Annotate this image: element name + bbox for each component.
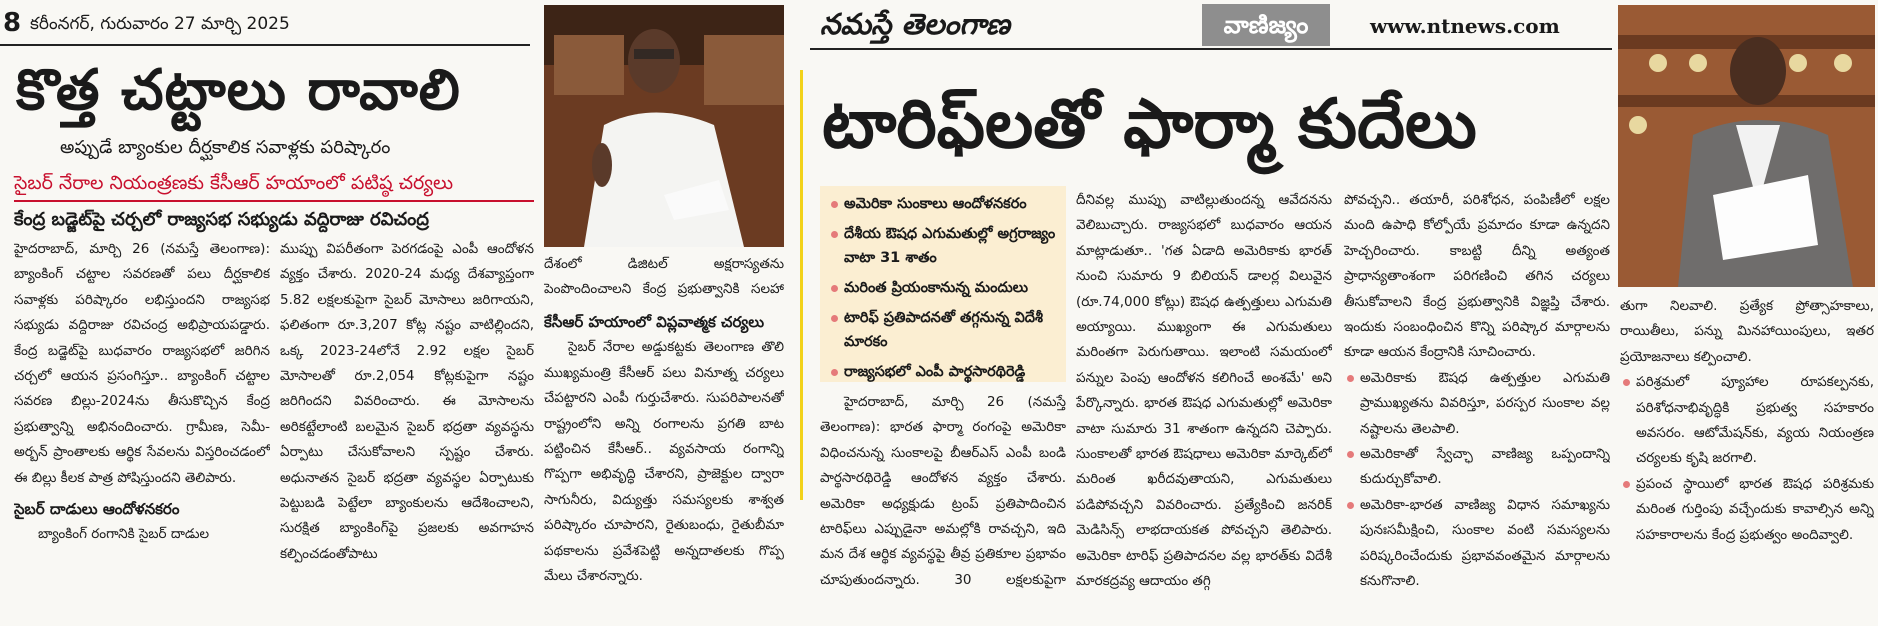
story2-colC-intro: పోవచ్చని.. తయారీ, పరిశోధన, పంపిణీలో లక్షల మంది ఉపాధి కోల్పోయే ప్రమాదం కూడా ఉన్నదని హెచ్చరించారు. కాబట్టి దీన్ని అత్యంత ప్రాధాన్యతాంశంగా పరిగణించి తగిన చర్యలు తీసుకోవాలని కేంద్ర ప్రభుత్వానికి విజ్ఞప్తి చేశారు. ఇందుకు సంబంధించిన కొన్ని పరిష్కార మార్గాలను కూడా ఆయన కేంద్రానికి సూచించారు. xyxy=(1344,192,1610,361)
story1-deck2: సైబర్ నేరాల నియంత్రణకు కేసీఆర్ హయాంలో పటిష్ఠ చర్యలు xyxy=(14,169,534,202)
photo-mp-parthasaradhi xyxy=(1618,5,1875,287)
highlight-text: దేశీయ ఔషధ ఎగుమతుల్లో అగ్రరాజ్యం వాటా 31 శాతం xyxy=(844,226,1056,266)
story2-highlights-box xyxy=(820,186,1066,382)
story2-colC-bullet: అమెరికాకు ఔషధ ఉత్పత్తుల ఎగుమతి ప్రాముఖ్యతను వివరిస్తూ, పరస్పర సుంకాల వల్ల నష్టాలను తెలపాలి. xyxy=(1344,366,1610,442)
story1-col3 xyxy=(544,310,784,593)
header-rule-right xyxy=(810,48,1612,50)
story2-colC-bullet: అమెరికాతో స్వేచ్ఛా వాణిజ్య ఒప్పందాన్ని కుదుర్చుకోవాలి. xyxy=(1344,442,1610,493)
story1-col3-subhead: కేసీఆర్ హయాంలో విప్లవాత్మక చర్యలు xyxy=(544,313,765,331)
highlight-item xyxy=(828,276,1060,300)
highlight-text: రాజ్యసభలో ఎంపీ పార్థసారథిరెడ్డి xyxy=(844,364,1026,380)
header-rule-left xyxy=(0,44,530,46)
story-divider xyxy=(800,70,803,500)
story2-colD xyxy=(1620,294,1874,594)
story2-colC-bullet: అమెరికా-భారత వాణిజ్య విధాన సమాఖ్యను పునఃసమీక్షించి, సుంకాల వంటి సమస్యలను పరిష్కరించేందుకు ప్రభావవంతమైన మార్గాలను కనుగొనాలి. xyxy=(1344,493,1610,593)
story1-col3-body: సైబర్ నేరాల అడ్డుకట్టకు తెలంగాణ తొలి ముఖ్యమంత్రి కేసీఆర్ పలు వినూత్న చర్యలు చేపట్టారని ఎంపీ గుర్తుచేశారు. సుపరిపాలనతో రాష్ట్రంలోని అన్ని రంగాలను ప్రగతి బాట పట్టించిన కేసీఆర్.. వ్యవసాయ రంగాన్ని గొప్పగా అభివృద్ధి చేశారని, ప్రాజెక్టుల ద్వారా సాగునీరు, విద్యుత్తు సమస్యలకు శాశ్వత పరిష్కారం చూపారని, రైతుబంధు, రైతుబీమా పథకాలను ప్రవేశపెట్టి అన్నదాతలకు గొప్ప మేలు చేశారన్నారు. xyxy=(544,339,784,585)
story2-colA-body: హైదరాబాద్, మార్చి 26 (నమస్తే తెలంగాణ): భారత ఫార్మా రంగంపై అమెరికా విధించనున్న సుంకాలపై బీఆర్ఎస్ ఎంపీ బండి పార్థసారథిరెడ్డి ఆందోళన వ్యక్తం చేశారు. అమెరికా అధ్యక్షుడు ట్రంప్ ప్రతిపాదించిన టారిఫ్‌లు ఎప్పుడైనా అమల్లోకి రావచ్చని, ఇది మన దేశ ఆర్థిక వ్యవస్థపై తీవ్ర ప్రతికూల ప్రభావం చూపుతుందన్నారు. 30 లక్షలకుపైగా xyxy=(820,394,1066,588)
story2-headline: టారిఫ్‌లతో ఫార్మా కుదేలు xyxy=(822,85,1477,164)
story1-col3-top-text: దేశంలో డిజిటల్ అక్షరాస్యతను పెంపొందించాలని కేంద్ర ప్రభుత్వానికి సలహా xyxy=(544,256,784,298)
masthead: నమస్తే తెలంగాణ xyxy=(820,7,1010,41)
highlight-text: టారిఫ్ ప్రతిపాదనతో తగ్గనున్న విదేశీ మారకం xyxy=(844,310,1044,350)
website-url: www.ntnews.com xyxy=(1370,14,1560,38)
story1-col2-body: ముప్పు విపరీతంగా పెరగడంపై ఎంపీ ఆందోళన వ్యక్తం చేశారు. 2020-24 మధ్య దేశవ్యాప్తంగా 5.82 లక్షలకుపైగా సైబర్ మోసాలు జరిగాయని, ఫలితంగా రూ.3,207 కోట్ల నష్టం వాటిల్లిందని, ఒక్క 2023-24లోనే 2.92 లక్షల సైబర్ మోసాలతో రూ.2,054 కోట్లకుపైగా నష్టం జరిగిందని వివరించారు. ఈ మోసాలను అరికట్టేలాంటి బలమైన సైబర్ భద్రతా వ్యవస్థను ఏర్పాటు చేసుకోవాలని స్పష్టం చేశారు. అధునాతన సైబర్ భద్రతా వ్యవస్థల ఏర్పాటుకు పెట్టుబడి పెట్టేలా బ్యాంకులను ఆదేశించాలని, సురక్షిత బ్యాంకింగ్‌పై ప్రజలకు అవగాహన కల్పించడంతోపాటు xyxy=(280,241,534,562)
highlight-item xyxy=(828,306,1060,354)
story1-col1-tail: బ్యాంకింగ్ రంగానికి సైబర్ దాడుల xyxy=(38,526,210,543)
story2-colB-body: దీనివల్ల ముప్పు వాటిల్లుతుందన్న ఆవేదనను వెలిబుచ్చారు. రాజ్యసభలో బుధవారం ఆయన మాట్లాడుతూ.. 'గత ఏడాది అమెరికాకు భారత్ నుంచి సుమారు 9 బిలియన్ డాలర్ల విలువైన (రూ.74,000 కోట్లు) ఔషధ ఉత్పత్తులు ఎగుమతి అయ్యాయి. ముఖ్యంగా ఈ ఎగుమతులు మరింతగా పెరుగుతాయి. ఇలాంటి సమయంలో పన్నుల పెంపు ఆందోళన కలిగించే అంశమే' అని పేర్కొన్నారు. భారత ఔషధ ఎగుమతుల్లో అమెరికా వాటా సుమారు 31 శాతంగా ఉన్నదని చెప్పారు. సుంకాలతో భారత ఔషధాలు అమెరికా మార్కెట్‌లో మరింత ఖరీదవుతాయని, ఎగుమతులు పడిపోవచ్చని వివరించారు. ప్రత్యేకించి జనరిక్ మెడిసిన్స్ లాభదాయకత పోవచ్చని తెలిపారు. అమెరికా టారిఫ్ ప్రతిపాదనల వల్ల భారత్‌కు విదేశీ మారకద్రవ్య ఆదాయం తగ్గి xyxy=(1076,192,1332,590)
story1-col1-body: హైదరాబాద్, మార్చి 26 (నమస్తే తెలంగాణ): బ్యాంకింగ్ చట్టాల సవరణతో పలు దీర్ఘకాలిక సవాళ్లకు పరిష్కారం లభిస్తుందని రాజ్యసభ సభ్యుడు వద్దిరాజు రవిచంద్ర అభిప్రాయపడ్డారు. కేంద్ర బడ్జెట్‌పై బుధవారం రాజ్యసభలో జరిగిన చర్చలో ఆయన ప్రసంగిస్తూ.. బ్యాంకింగ్ చట్టాల సవరణ బిల్లు-2024ను తీసుకొచ్చిన కేంద్ర ప్రభుత్వాన్ని అభినందించారు. గ్రామీణ, సెమీ-అర్బన్ ప్రాంతాలకు ఆర్థిక సేవలను విస్తరించడంలో ఈ బిల్లు కీలక పాత్ర పోషిస్తుందని తెలిపారు. xyxy=(14,241,270,486)
story2-colC xyxy=(1344,188,1610,593)
story1-headline: కొత్త చట్టాలు రావాలి xyxy=(16,58,461,123)
story2-colD-intro: తుగా నిలవాలి. ప్రత్యేక ప్రోత్సాహకాలు, రాయితీలు, పన్ను మినహాయింపులు, ఇతర ప్రయోజనాలు కల్పించాలి. xyxy=(1620,298,1874,365)
highlight-item xyxy=(828,192,1060,216)
story2-colD-bullet: ప్రపంచ స్థాయిలో భారత ఔషధ పరిశ్రమకు మరింత గుర్తింపు వచ్చేందుకు కావాల్సిన అన్ని సహకారాలను కేంద్ర ప్రభుత్వం అందివ్వాలి. xyxy=(1620,472,1874,548)
story1-col1 xyxy=(14,237,270,593)
story2-colB xyxy=(1076,188,1332,593)
section-tag: వాణిజ్యం xyxy=(1202,4,1330,46)
photo-mp-ravichandra-svg xyxy=(544,5,784,247)
highlight-item xyxy=(828,360,1060,384)
highlight-text: మరింత ప్రియంకానున్న మందులు xyxy=(844,280,1029,296)
story2-colA xyxy=(820,390,1066,593)
story2-colD-bullet: పరిశ్రమలో ప్యూహాల రూపకల్పనకు, పరిశోధనాభివృద్ధికి ప్రభుత్వ సహకారం అవసరం. ఆటోమేషన్‌కు, వ్యయ నియంత్రణ చర్యలకు కృషి జరగాలి. xyxy=(1620,370,1874,472)
highlight-item xyxy=(828,222,1060,270)
highlight-text: అమెరికా సుంకాలు ఆందోళనకరం xyxy=(844,196,1027,212)
story1-deck3: కేంద్ర బడ్జెట్‌పై చర్చలో రాజ్యసభ సభ్యుడు వద్దిరాజు రవిచంద్ర xyxy=(14,209,430,230)
story1-col1-subhead: సైబర్ దాడులు ఆందోళనకరం xyxy=(14,500,180,519)
story1-deck1: అప్పుడే బ్యాంకుల దీర్ఘకాలిక సవాళ్లకు పరిష్కారం xyxy=(60,137,391,158)
page-number: 8 xyxy=(3,8,22,38)
photo-mp-ravichandra xyxy=(544,5,784,247)
story1-col3-top xyxy=(544,252,784,306)
story1-col2 xyxy=(280,237,534,593)
photo-mp-parthasaradhi-svg xyxy=(1618,5,1875,287)
dateline: కరీంనగర్, గురువారం 27 మార్చి 2025 xyxy=(30,14,290,34)
